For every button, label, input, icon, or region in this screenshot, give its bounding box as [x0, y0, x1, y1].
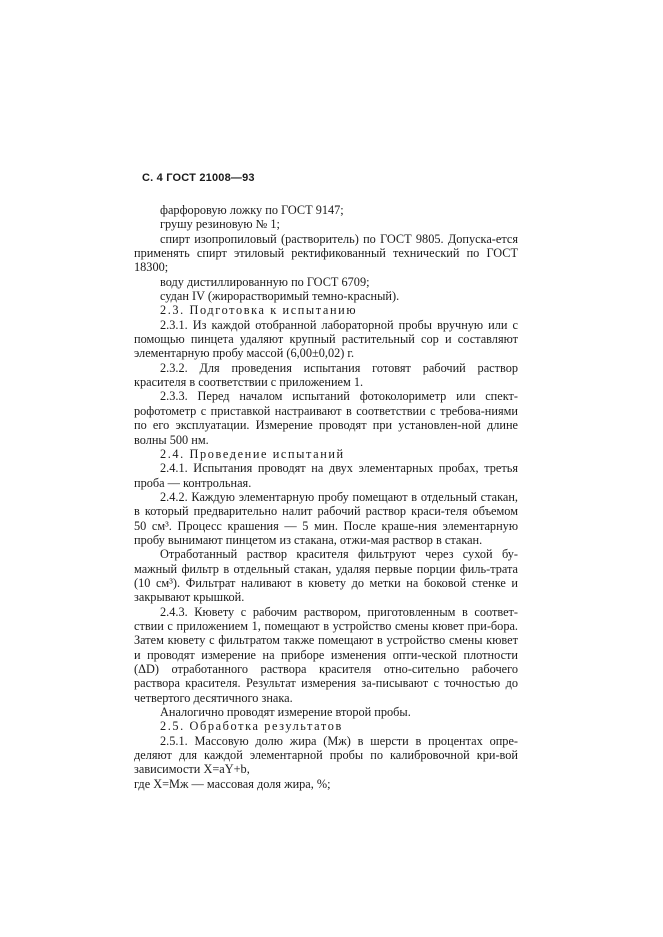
- paragraph-2-4-2: 2.4.2. Каждую элементарную пробу помещают в отдельный стакан, в который предварительно налит рабочий раствор краси-теля объемом 50 см³. Процесс крашения — 5 мин. После краше-ния элементарную пробу вынимают пинцетом из стакана, отжи-мая раствор в стакан.: [134, 489, 518, 547]
- paragraph-2-3-1: 2.3.1. Из каждой отобранной лабораторной пробы вручную или с помощью пинцета удаляют крупный растительный сор и составляют элементарную пробу массой (6,00±0,02) г.: [134, 317, 518, 361]
- paragraph-2-3-2: 2.3.2. Для проведения испытания готовят рабочий раствор красителя в соответствии с приложением 1.: [134, 360, 518, 390]
- paragraph-2-4-3: 2.4.3. Кювету с рабочим раствором, приготовленным в соответ-ствии с приложением 1, помещают в устройство смены кювет при-бора. Затем кювету с фильтратом также помещают в устройство смены кювет и проводят измерение на приборе изменения опти-ческой плотности (ΔD) отработанного раствора красителя отно-сительно рабочего раствора красителя. Результат измерения за-писывают с точностью до четвертого десятичного знака.: [134, 604, 518, 705]
- section-heading-2-3: 2.3. Подготовка к испытанию: [160, 303, 358, 318]
- paragraph-2-3-3: 2.3.3. Перед началом испытаний фотоколориметр или спект-рофотометр с приставкой настраивают в соответствии с требова-ниями по его эксплуатации. Измерение проводят при установлен-ной длине волны 500 нм.: [134, 389, 518, 447]
- equipment-list: [134, 203, 518, 303]
- page-header: С. 4 ГОСТ 21008—93: [142, 172, 255, 184]
- section-heading-2-4: 2.4. Проведение испытаний: [160, 446, 345, 461]
- paragraph-second-sample: Аналогично проводят измерение второй пробы.: [160, 705, 411, 720]
- paragraph-2-4-1: 2.4.1. Испытания проводят на двух элементарных пробах, третья проба — контрольная.: [134, 461, 518, 490]
- list-item: воду дистиллированную по ГОСТ 6709;: [160, 274, 370, 289]
- list-item: грушу резиновую № 1;: [160, 217, 280, 232]
- document-body: [134, 203, 518, 791]
- list-item: фарфоровую ложку по ГОСТ 9147;: [160, 203, 344, 217]
- formula-definition: где X=Mж — массовая доля жира, %;: [134, 776, 331, 791]
- paragraph-2-5-1: 2.5.1. Массовую долю жира (Mж) в шерсти в процентах опре-деляют для каждой элементарной пробы по калибровочной кри-вой зависимости X=aY+b,: [134, 733, 518, 777]
- list-item: судан IV (жирорастворимый темно-красный).: [160, 289, 400, 304]
- section-heading-2-5: 2.5. Обработка результатов: [160, 719, 343, 734]
- paragraph-filtration: Отработанный раствор красителя фильтруют через сухой бу-мажный фильтр в отдельный стакан, удаляя первые порции филь-трата (10 см³). Фильтрат наливают в кювету до метки на боковой стенке и закрывают крышкой.: [134, 547, 518, 605]
- list-item: спирт изопропиловый (растворитель) по ГОСТ 9805. Допуска-ется применять спирт этиловый ректификованный технический по ГОСТ 18300;: [134, 231, 518, 275]
